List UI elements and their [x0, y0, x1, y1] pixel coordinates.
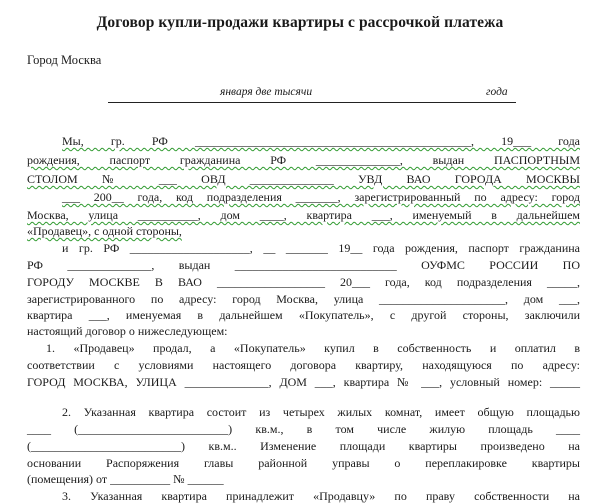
text-line: ГОРОД МОСКВА, УЛИЦА ______________, ДОМ ___, квартира № ___, условный номер: _____ [27, 375, 580, 389]
text-line: основании Распоряжения главы районной управы о переплакировке квартиры [27, 456, 580, 470]
text-line: и гр. РФ ____________________, __ _______ 19__ года рождения, паспорт гражданина [62, 241, 580, 255]
text-line: СТОЛОМ № ___ ОВД ______________ УВД ВАО ГОРОДА МОСКВЫ [27, 172, 580, 186]
text-line: ___ 200__ года, код подразделения _______, зарегистрированный по адресу: город [62, 190, 580, 204]
text-line: Мы, гр. РФ ______________________________________________, 19___ года [62, 134, 580, 148]
text-line: 3. Указанная квартира принадлежит «Продавцу» по праву собственности на [62, 489, 580, 503]
text-line: 1. «Продавец» продал, а «Покупатель» купил в собственность и оплатил в [46, 341, 580, 355]
text-line: 2. Указанная квартира состоит из четырех жилых комнат, имеет общую площадью [62, 405, 580, 419]
text-line: настоящий договор о нижеследующем: [27, 324, 228, 338]
date-year: года [486, 86, 508, 98]
text-line: РФ ______________, выдан ___________________________ ОУФМС РОССИИ ПО [27, 258, 580, 272]
text-line: рождения, паспорт гражданина РФ ______________, выдан ПАСПОРТНЫМ [27, 153, 580, 167]
text-line: Москва, улица __________, дом ____, квартира ___, именуемый в дальнейшем [27, 208, 580, 222]
text-line: ГОРОДУ МОСКВЕ В ВАО __________________ 20___ года, код подразделения _____, [27, 275, 580, 289]
text-line: «Продавец», с одной стороны, [27, 224, 182, 238]
city-label: Город Москва [27, 53, 102, 67]
text-line: соответствии с условиями настоящего договора квартиру, находящуюся по адресу: [27, 358, 580, 372]
date-month: января две тысячи [220, 86, 313, 98]
text-line: зарегистрированного по адресу: город Москва, улица _____________________, дом ___, [27, 292, 580, 306]
text-line: (_________________________) кв.м.. Изменение площади квартиры произведено на [27, 439, 580, 453]
document-title: Договор купли-продажи квартиры с рассрочкой платежа [96, 14, 504, 31]
text-line: квартира ___, именуемая в дальнейшем «Покупатель», с другой стороны, заключили [27, 308, 580, 322]
text-line: (помещения) от __________ № ______ [27, 472, 224, 486]
text-line: ____ (_________________________) кв.м., в том числе жилую площадь ____ [27, 422, 580, 436]
